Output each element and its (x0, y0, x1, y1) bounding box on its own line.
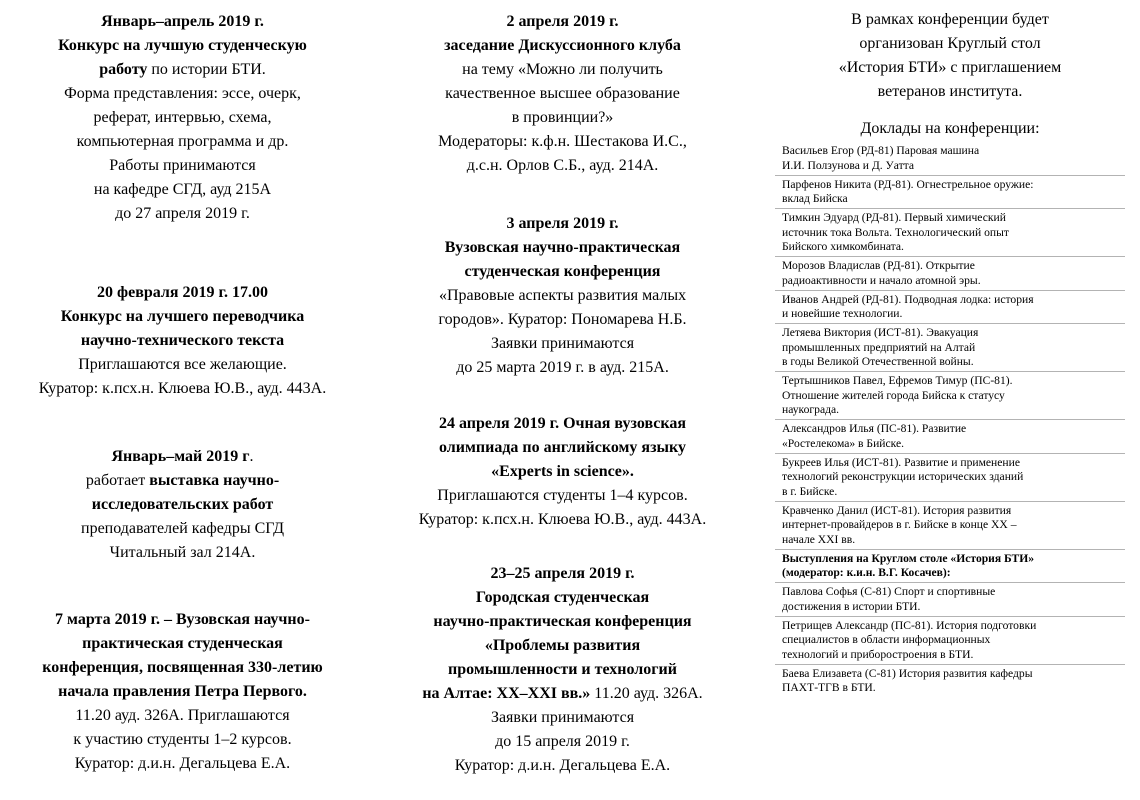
report-text: начале XXI вв. (782, 532, 856, 546)
event-text: Куратор: к.псх.н. Клюева Ю.В., ауд. 443А. (38, 380, 327, 397)
report-text: вклад Бийска (782, 192, 848, 205)
report-text: Летяева Виктория (ИСТ-81). Эвакуация (782, 326, 979, 339)
event-title-line (0, 58, 365, 82)
event-title: научно-технического текста (80, 332, 285, 349)
event-text: в провинции?» (511, 109, 614, 126)
event-title: научно-практическая конференция (433, 613, 692, 630)
event-text: городов». Куратор: Пономарева Н.Б. (438, 311, 687, 328)
event-text: «Правовые аспекты развития малых (438, 287, 687, 304)
round-table-heading-text: Выступления на Круглом столе «История БТИ» (782, 551, 1035, 565)
event-title-bold: работу (99, 61, 148, 78)
event-text: качественное высшее образование (445, 85, 680, 102)
event-title: промышленности и технологий (448, 661, 677, 678)
report-text: ПАХТ-ТГВ в БТИ. (782, 681, 876, 694)
report-text: Морозов Владислав (РД-81). Открытие (782, 259, 975, 272)
event-text: преподавателей кафедры СГД (81, 520, 284, 537)
event-text: Куратор: д.и.н. Дегальцева Е.А. (454, 757, 671, 774)
report-text: и новейшие технологии. (782, 307, 903, 320)
event-text: до 15 апреля 2019 г. (495, 733, 630, 750)
round-table-intro (775, 8, 1125, 104)
report-item (775, 211, 1125, 257)
report-text: Тертышников Павел, Ефремов Тимур (ПС-81). (782, 374, 1013, 387)
report-text: Отношение жителей города Бийска к статусу (782, 388, 1005, 402)
event-title-rest: по истории БТИ. (147, 61, 266, 78)
intro-text: ветеранов института. (877, 83, 1023, 100)
report-item (775, 456, 1125, 502)
event-text: на тему «Можно ли получить (462, 61, 663, 78)
event-text: компьютерная программа и др. (76, 133, 289, 150)
event-title: 24 апреля 2019 г. Очная вузовская (438, 415, 687, 432)
event-text: Приглашаются все желающие. (78, 356, 287, 373)
report-text: специалистов в области информационных (782, 633, 991, 646)
event-text: Заявки принимаются (490, 335, 635, 352)
intro-text: «История БТИ» с приглашением (838, 59, 1062, 76)
report-item (775, 293, 1125, 325)
event-text: Куратор: д.и.н. Дегальцева Е.А. (74, 755, 291, 772)
event-text: работает (85, 472, 150, 489)
event-title: Городская студенческая (475, 589, 650, 606)
report-text: Баева Елизавета (С-81) История развития кафедры (782, 666, 1033, 680)
report-text: интернет-провайдеров в г. Бийске в конце XX – (782, 518, 1017, 531)
event-title-bold: на Алтае: XX–XXI вв.» (422, 685, 591, 702)
event-text: Читальный зал 214А. (109, 544, 256, 561)
report-text: технологий реконструкции исторических зданий (782, 470, 1024, 483)
intro-text: В рамках конференции будет (851, 11, 1049, 28)
event-title: 7 марта 2019 г. – Вузовская научно- (55, 611, 310, 628)
round-table-item (775, 619, 1125, 665)
event-text: Приглашаются студенты 1–4 курсов. (437, 487, 688, 504)
event-date: 23–25 апреля 2019 г. (490, 565, 635, 582)
event-text: Куратор: к.псх.н. Клюева Ю.В., ауд. 443А. (418, 511, 707, 528)
event-title: «Experts in science». (491, 463, 634, 480)
event-text: Модераторы: к.ф.н. Шестакова И.С., (438, 133, 687, 150)
event-date-rest: . (249, 448, 254, 465)
event-text: 11.20 ауд. 326А. Приглашаются (75, 707, 290, 724)
event-title-rest: 11.20 ауд. 326А. (590, 685, 703, 702)
report-text: «Ростелекома» в Бийске. (782, 436, 905, 450)
event-title-line (385, 682, 740, 706)
reports-list (775, 115, 1125, 699)
report-text: промышленных предприятий на Алтай (782, 340, 976, 354)
report-text: Иванов Андрей (РД-81). Подводная лодка: история (782, 292, 1034, 306)
event-date: 3 апреля 2019 г. (506, 215, 619, 232)
intro-text: организован Круглый стол (859, 35, 1041, 52)
report-item (775, 178, 1125, 210)
event-text: реферат, интервью, схема, (93, 109, 272, 126)
event-english-olympiad (385, 412, 740, 532)
report-item (775, 259, 1125, 291)
event-student-essay-contest (0, 10, 365, 226)
event-date-line (0, 445, 365, 469)
event-title: конференция, посвященная 330-летию (42, 659, 323, 676)
event-text: д.с.н. Орлов С.Б., ауд. 214А. (466, 157, 659, 174)
event-title: Конкурс на лучшего переводчика (60, 308, 305, 325)
round-table-item (775, 585, 1125, 617)
report-text: радиоактивности и начало атомной эры. (782, 273, 981, 287)
event-title: «Проблемы развития (484, 637, 641, 654)
event-date: 20 февраля 2019 г. 17.00 (97, 284, 268, 301)
report-text: Кравченко Данил (ИСТ-81). История развития (782, 503, 1012, 517)
report-text: наукограда. (782, 403, 840, 416)
report-item (775, 422, 1125, 454)
event-title: практическая студенческая (82, 635, 283, 652)
report-text: технологий и приборостроения в БТИ. (782, 647, 974, 661)
event-discussion-club (385, 10, 740, 178)
report-text: Александров Илья (ПС-81). Развитие (782, 422, 967, 435)
report-item (775, 144, 1125, 176)
round-table-heading-text: (модератор: к.и.н. В.Г. Косачев): (782, 566, 951, 579)
event-text: Форма представления: эссе, очерк, (64, 85, 301, 102)
reports-title: Доклады на конференции: (860, 120, 1040, 137)
report-item (775, 374, 1125, 420)
report-text: И.И. Ползунова и Д. Уатта (782, 158, 915, 172)
round-table-item (775, 667, 1125, 698)
event-date: 2 апреля 2019 г. (506, 13, 619, 30)
event-title: начала правления Петра Первого. (58, 683, 307, 700)
event-city-conference (385, 562, 740, 778)
event-text: Заявки принимаются (490, 709, 635, 726)
event-peter-the-great-conference (0, 608, 365, 776)
event-title: Вузовская научно-практическая (444, 239, 681, 256)
event-text: на кафедре СГД, ауд 215А (93, 181, 272, 198)
event-text: до 25 марта 2019 г. в ауд. 215А. (456, 359, 669, 376)
report-text: Тимкин Эдуард (РД-81). Первый химический (782, 211, 1006, 224)
event-research-exhibition (0, 445, 365, 565)
event-title: Конкурс на лучшую студенческую (58, 37, 307, 54)
report-text: Бийского химкомбината. (782, 240, 904, 253)
event-text: до 27 апреля 2019 г. (115, 205, 250, 222)
event-title: заседание Дискуссионного клуба (444, 37, 681, 54)
event-date: Январь–апрель 2019 г. (101, 13, 264, 30)
event-legal-aspects-conference (385, 212, 740, 380)
report-item (775, 326, 1125, 372)
event-title-line (0, 469, 365, 493)
event-title: исследовательских работ (91, 496, 274, 513)
report-text: в г. Бийске. (782, 484, 838, 498)
report-text: в годы Великой Отечественной войны. (782, 355, 974, 368)
report-item (775, 504, 1125, 550)
round-table-heading (775, 552, 1125, 584)
report-text: Павлова Софья (С-81) Спорт и спортивные (782, 585, 996, 598)
report-text: Парфенов Никита (РД-81). Огнестрельное оружие: (782, 177, 1034, 191)
report-text: Петрищев Александр (ПС-81). История подготовки (782, 618, 1037, 632)
event-translator-contest (0, 281, 365, 401)
event-title: олимпиада по английскому языку (439, 439, 686, 456)
report-text: Васильев Егор (РД-81) Паровая машина (782, 144, 980, 157)
report-text: источник тока Вольта. Технологический опыт (782, 225, 1009, 239)
event-date: Январь–май 2019 г (111, 448, 250, 465)
event-text: Работы принимаются (109, 157, 256, 174)
event-title: выставка научно- (149, 472, 280, 489)
report-text: Букреев Илья (ИСТ-81). Развитие и применение (782, 455, 1020, 469)
event-title: студенческая конференция (464, 263, 661, 280)
event-text: к участию студенты 1–2 курсов. (73, 731, 292, 748)
report-text: достижения в истории БТИ. (782, 599, 921, 613)
